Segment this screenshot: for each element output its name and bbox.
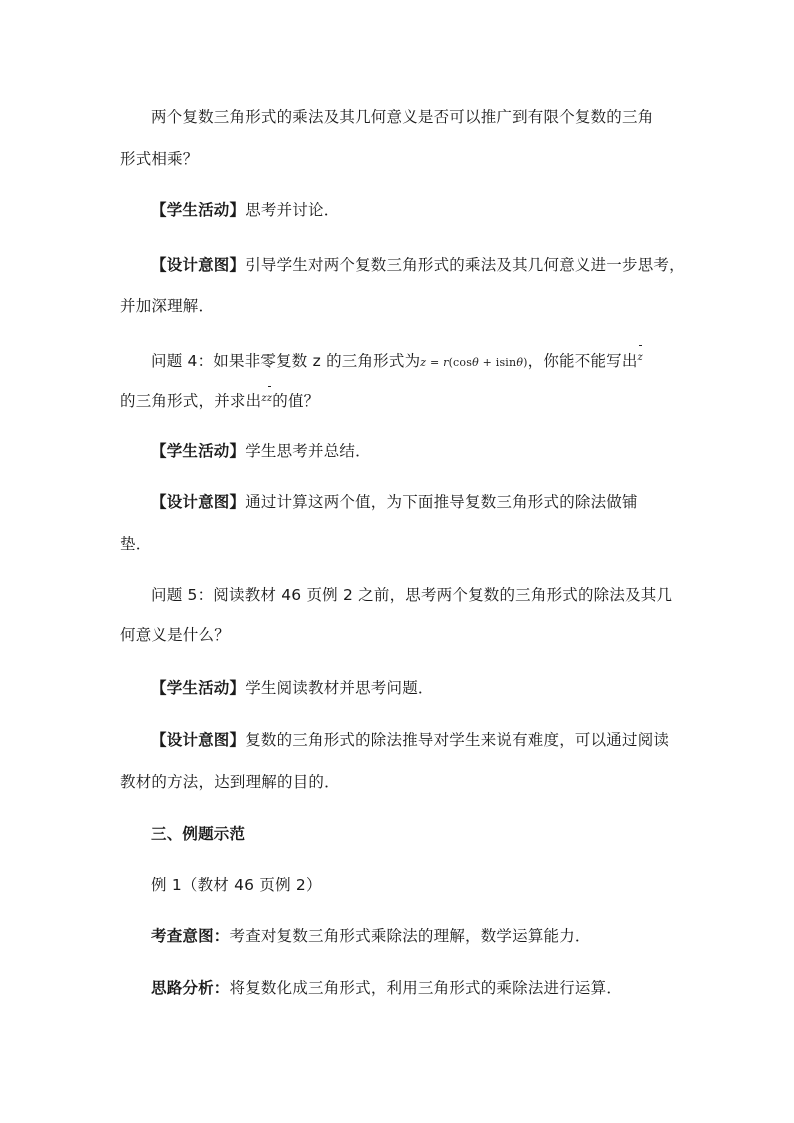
paragraph-text: 将复数化成三角形式，利用三角形式的乘除法进行运算． [229, 979, 623, 997]
student-activity-tag: 【学生活动】 [151, 201, 246, 219]
student-activity-tag: 【学生活动】 [151, 679, 246, 697]
question-text: ，你能不能写出 [527, 352, 638, 370]
intent-label: 考查意图： [151, 927, 230, 945]
design-intent-tag: 【设计意图】 [151, 493, 246, 511]
analysis-paragraph [151, 978, 622, 998]
student-activity-paragraph [151, 441, 371, 461]
analysis-label: 思路分析： [151, 979, 230, 997]
trig-form-formula: z = r(cosθ + isinθ) [420, 356, 528, 369]
design-intent-paragraph [151, 255, 685, 275]
example-heading: 例 1（教材 46 页例 2） [151, 876, 322, 894]
paragraph-line: 垫． [120, 535, 152, 553]
section-heading: 三、例题示范 [151, 825, 246, 843]
design-intent-paragraph [151, 492, 638, 512]
student-activity-paragraph [151, 678, 434, 698]
paragraph-text: 学生阅读教材并思考问题． [245, 679, 434, 697]
design-intent-tag: 【设计意图】 [151, 731, 246, 749]
paragraph-line: 何意义是什么？ [120, 626, 230, 644]
paragraph-text: 复数的三角形式的除法推导对学生来说有难度，可以通过阅读 [245, 731, 670, 749]
paragraph-line: 两个复数三角形式的乘法及其几何意义是否可以推广到有限个复数的三角 [151, 108, 654, 126]
intent-paragraph [151, 926, 591, 946]
design-intent-paragraph [151, 730, 669, 750]
student-activity-tag: 【学生活动】 [151, 442, 246, 460]
paragraph-line: 形式相乘？ [120, 150, 199, 168]
question-5-line: 问题 5：阅读教材 46 页例 2 之前，思考两个复数的三角形式的除法及其几 [151, 586, 673, 604]
paragraph-text: 学生思考并总结． [245, 442, 371, 460]
paragraph-line: 教材的方法，达到理解的目的． [120, 773, 340, 791]
design-intent-tag: 【设计意图】 [151, 256, 246, 274]
paragraph-text: 考查对复数三角形式乘除法的理解，数学运算能力． [229, 927, 591, 945]
question-4-line [151, 350, 643, 374]
z-conjugate-symbol: z [638, 344, 643, 368]
student-activity-paragraph [151, 200, 339, 220]
question-4-line-2: 的三角形式，并求出$^{zz}$的值？ [120, 390, 319, 414]
paragraph-line: 并加深理解． [120, 297, 215, 315]
paragraph-text: 通过计算这两个值，为下面推导复数三角形式的除法做铺 [245, 493, 638, 511]
paragraph-text: 引导学生对两个复数三角形式的乘法及其几何意义进一步思考， [245, 256, 685, 274]
z-times-conjugate-symbol: zz [261, 393, 272, 404]
question-text: 问题 4：如果非零复数 z 的三角形式为 [151, 352, 421, 370]
paragraph-text: 思考并讨论． [245, 201, 340, 219]
